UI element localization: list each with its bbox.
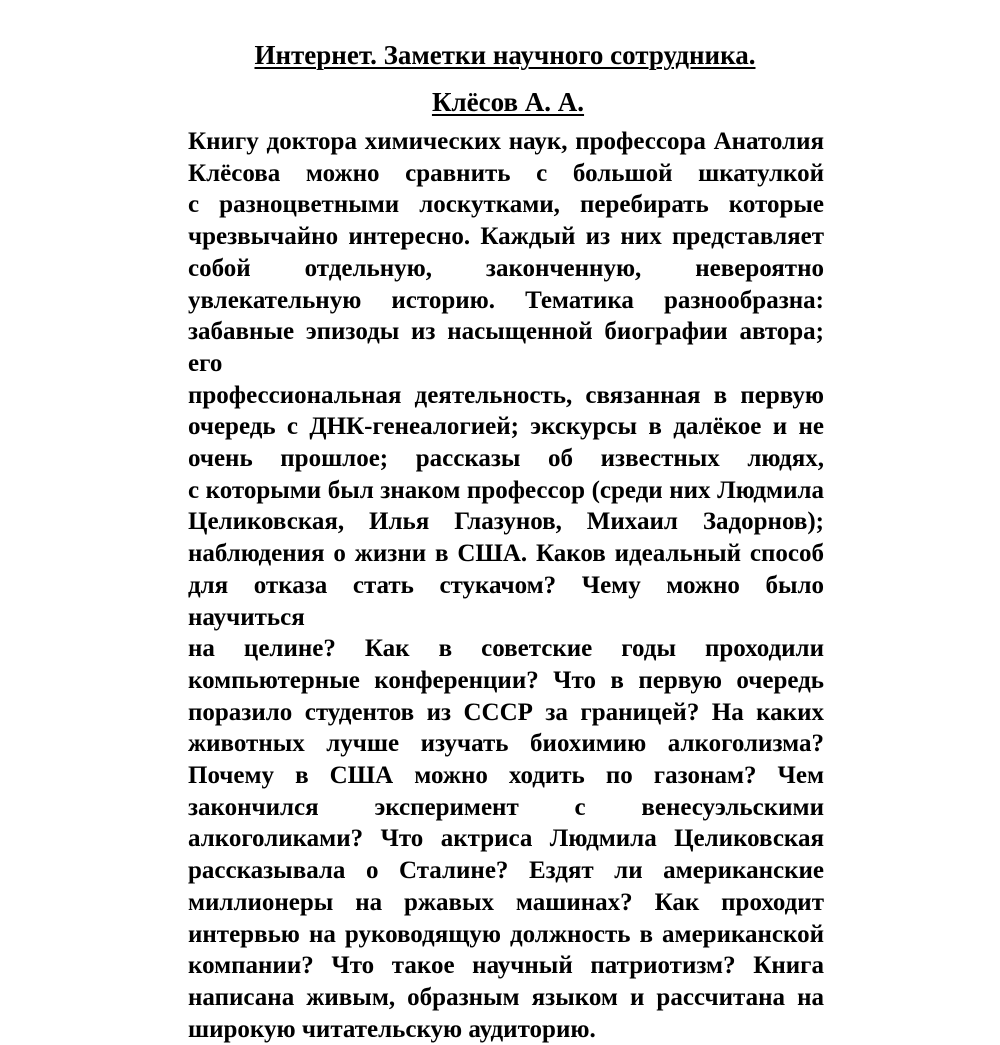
body-line: для отказа стать стукачом? Чему можно было научиться bbox=[188, 571, 824, 631]
document-author: Клёсов А. А. bbox=[431, 87, 585, 117]
body-line: рассказывала о Сталине? Ездят ли американские bbox=[188, 857, 824, 885]
body-line: Клёсова можно сравнить с большой шкатулкой bbox=[188, 159, 824, 187]
body-line: чрезвычайно интересно. Каждый из них представляет bbox=[188, 223, 824, 251]
body-line-last: широкую читательскую аудиторию. bbox=[188, 1015, 596, 1043]
body-line: профессиональная деятельность, связанная в первую bbox=[188, 381, 824, 409]
body-line: поразило студентов из СССР за границей? На каких bbox=[188, 698, 824, 726]
body-line: компании? Что такое научный патриотизм? Книга bbox=[188, 952, 824, 980]
body-line: очередь с ДНК-генеалогией; экскурсы в далёкое и не bbox=[188, 413, 824, 441]
body-line: алкоголиками? Что актриса Людмила Целиковская bbox=[188, 825, 824, 853]
body-line: написана живым, образным языком и рассчитана на bbox=[188, 983, 824, 1011]
body-line: собой отдельную, законченную, невероятно bbox=[188, 254, 824, 282]
document-body bbox=[188, 126, 824, 1045]
body-line: Почему в США можно ходить по газонам? Чем bbox=[188, 762, 824, 790]
body-line: на целине? Как в советские годы проходили bbox=[188, 635, 824, 663]
body-line: с которыми был знаком профессор (среди них Людмила bbox=[188, 476, 824, 504]
body-line: Целиковская, Илья Глазунов, Михаил Задорнов); bbox=[188, 508, 824, 536]
document-title: Интернет. Заметки научного сотрудника. bbox=[254, 40, 756, 70]
body-line: миллионеры на ржавых машинах? Как проходит bbox=[188, 888, 824, 916]
body-line: закончился эксперимент с венесуэльскими bbox=[188, 793, 824, 821]
body-line: очень прошлое; рассказы об известных людях, bbox=[188, 445, 824, 473]
body-line: забавные эпизоды из насыщенной биографии автора; его bbox=[188, 318, 824, 377]
body-line: животных лучше изучать биохимию алкоголизма? bbox=[188, 730, 824, 758]
body-line: интервью на руководящую должность в американской bbox=[188, 920, 824, 948]
body-line: наблюдения о жизни в США. Каков идеальный способ bbox=[188, 540, 824, 568]
body-line: компьютерные конференции? Что в первую очередь bbox=[188, 666, 824, 694]
body-line: увлекательную историю. Тематика разнообразна: bbox=[188, 286, 824, 314]
body-line: с разноцветными лоскутками, перебирать которые bbox=[188, 191, 824, 219]
body-line: Книгу доктора химических наук, профессора Анатолия bbox=[188, 128, 824, 155]
